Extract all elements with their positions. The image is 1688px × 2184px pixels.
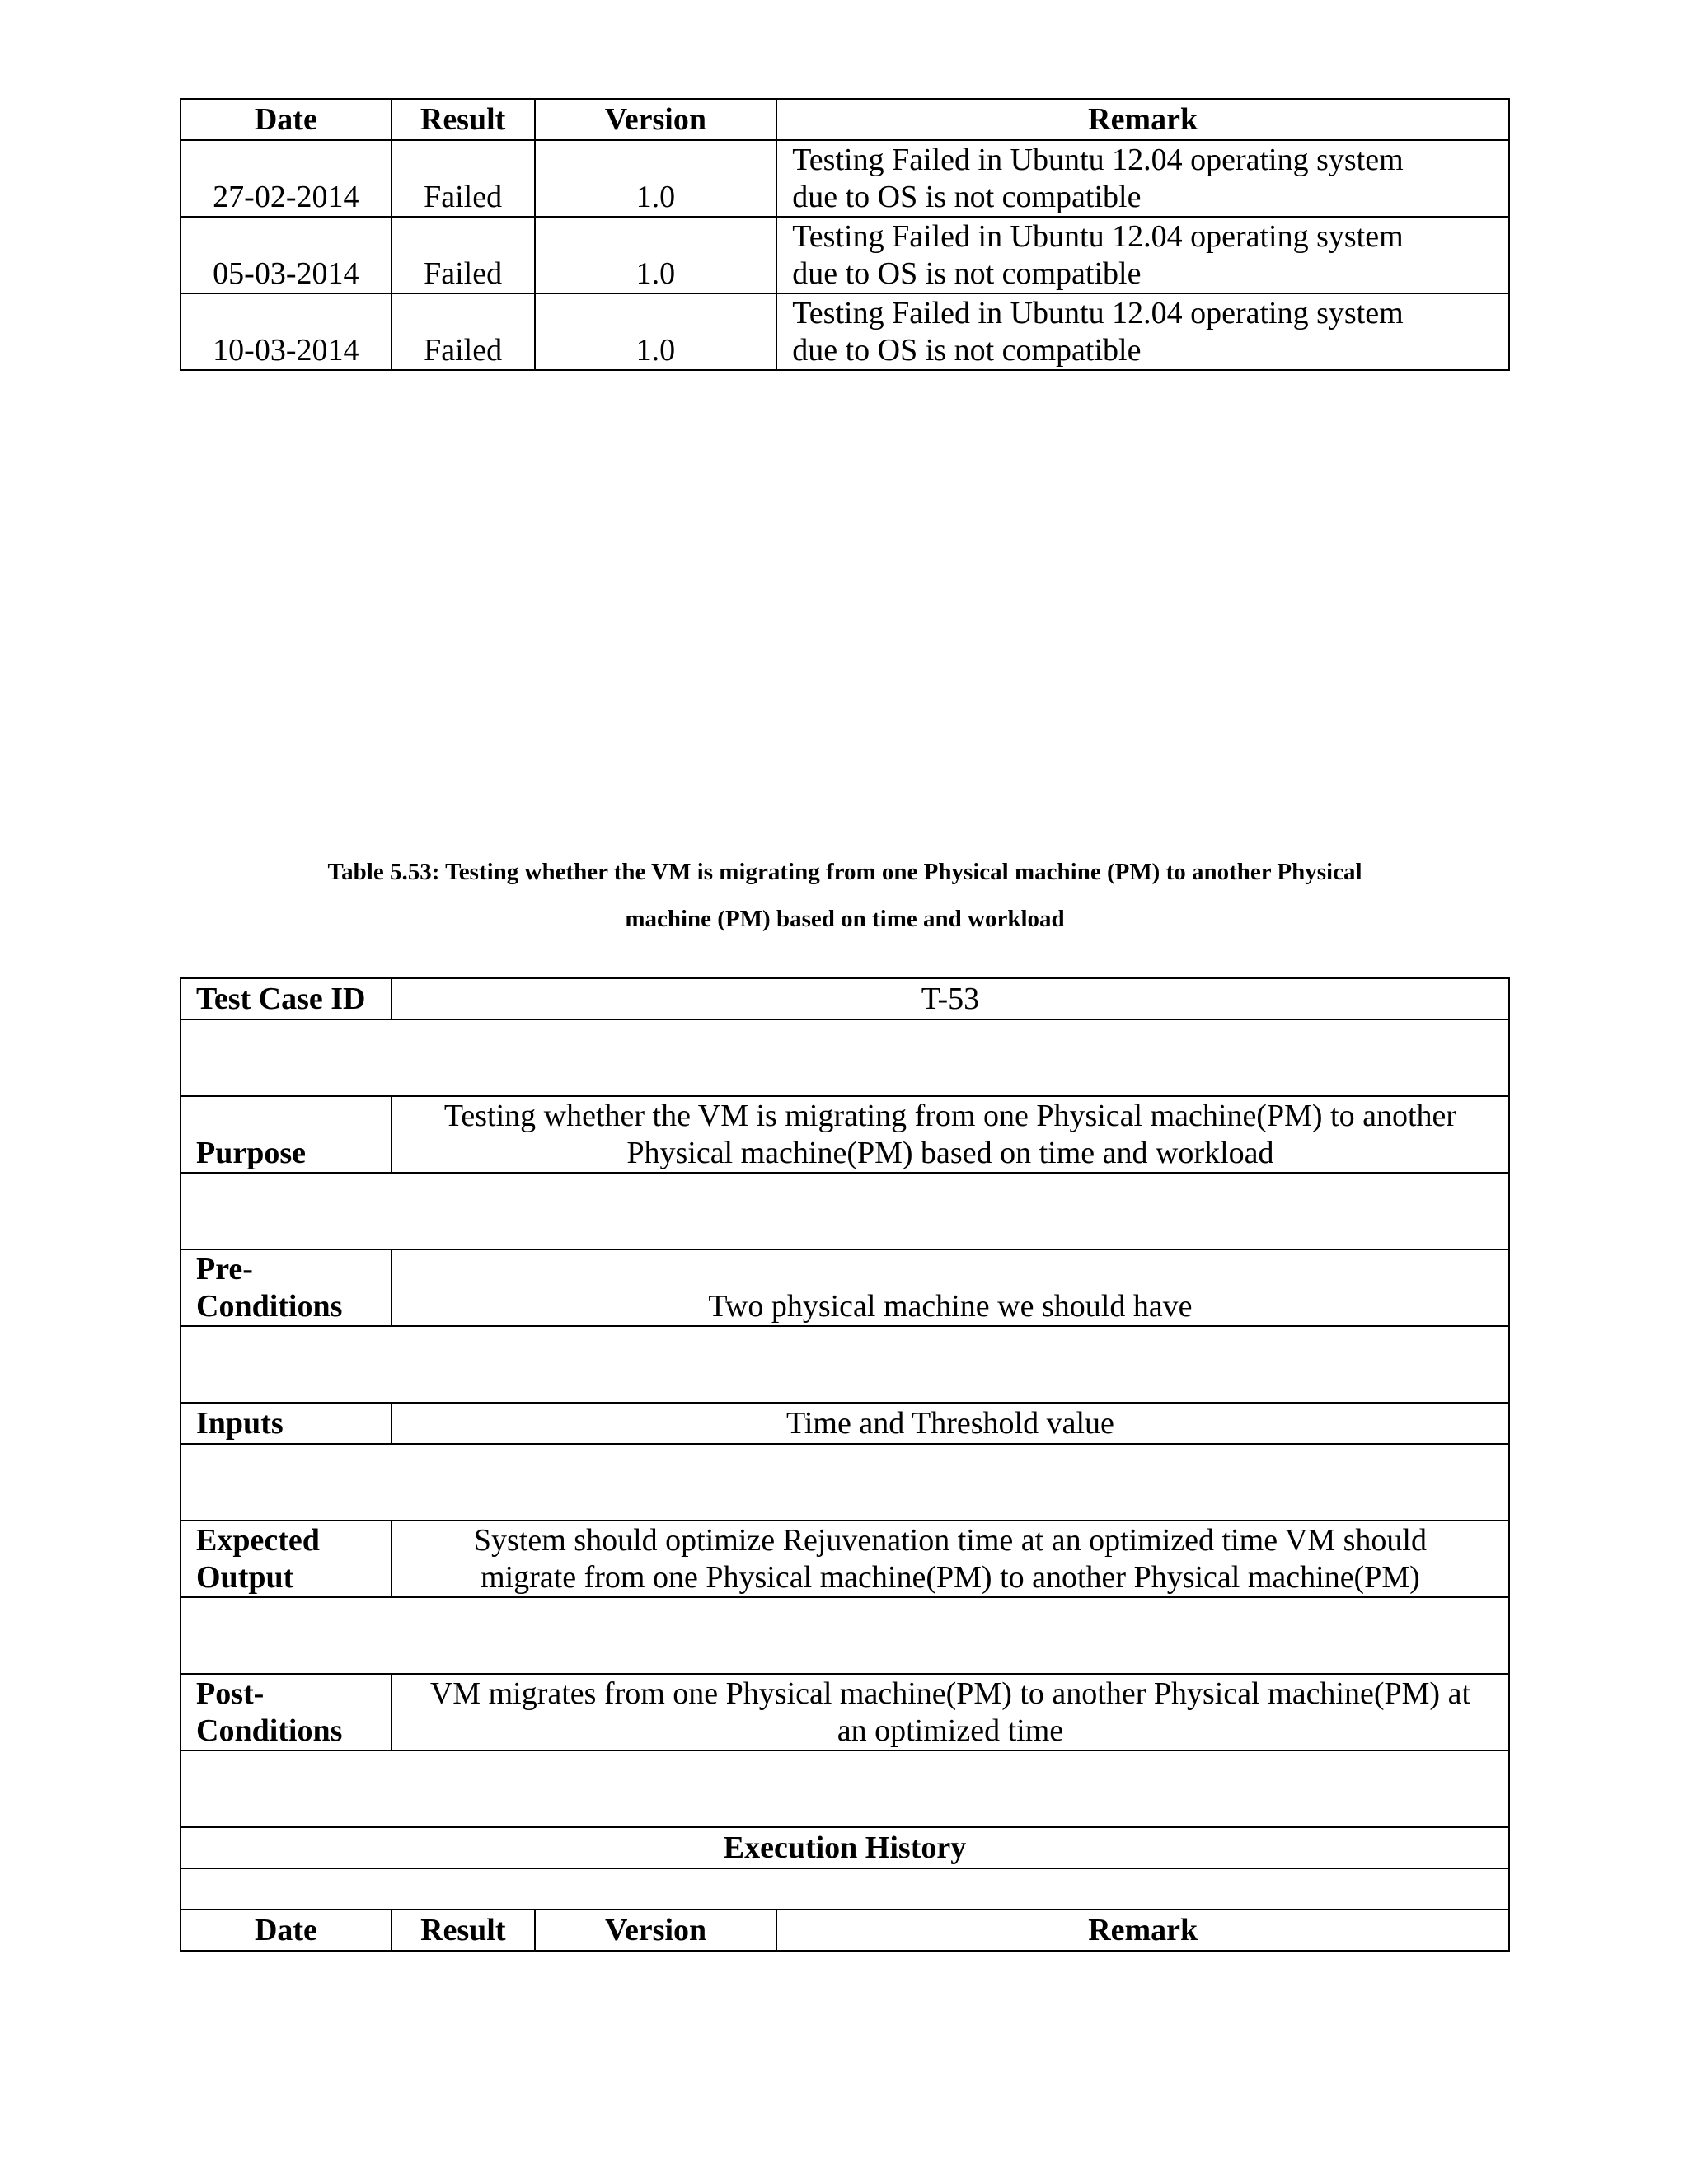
expected-output-row xyxy=(181,1521,1509,1597)
cell-result: Failed xyxy=(392,217,535,293)
header-result: Result xyxy=(392,1910,535,1951)
empty-cell xyxy=(181,1597,1509,1674)
empty-cell xyxy=(181,1326,1509,1403)
spacer-row xyxy=(181,1868,1509,1910)
post-line: VM migrates from one Physical machine(PM) to another Physical machine(PM) at xyxy=(429,1676,1471,1711)
post-line: an optimized time xyxy=(837,1713,1064,1748)
table-row xyxy=(181,293,1509,370)
expected-line: System should optimize Rejuvenation time at an optimized time VM should xyxy=(473,1523,1427,1558)
spacer-row xyxy=(181,1750,1509,1827)
cell-version: 1.0 xyxy=(535,217,777,293)
execution-history-heading: Execution History xyxy=(181,1827,1509,1868)
empty-cell xyxy=(181,1750,1509,1827)
remark-line: Testing Failed in Ubuntu 12.04 operating system xyxy=(792,296,1404,330)
remark-line: Testing Failed in Ubuntu 12.04 operating system xyxy=(792,219,1404,254)
cell-result: Failed xyxy=(392,293,535,370)
test-case-id-row xyxy=(181,978,1509,1019)
pre-conditions-label xyxy=(181,1249,392,1326)
label-line: Expected xyxy=(196,1523,320,1558)
cell-remark xyxy=(776,217,1509,293)
pre-conditions-row xyxy=(181,1249,1509,1326)
label-line: Output xyxy=(196,1560,294,1595)
table-row xyxy=(181,217,1509,293)
inputs-value: Time and Threshold value xyxy=(392,1403,1509,1444)
header-version: Version xyxy=(535,99,777,140)
table-caption xyxy=(180,849,1510,943)
table-header-row xyxy=(181,1910,1509,1951)
header-result: Result xyxy=(392,99,535,140)
purpose-value xyxy=(392,1096,1509,1173)
cell-date: 05-03-2014 xyxy=(181,217,392,293)
spacer-row xyxy=(181,1173,1509,1249)
post-conditions-value xyxy=(392,1674,1509,1750)
expected-output-label xyxy=(181,1521,392,1597)
remark-line: due to OS is not compatible xyxy=(792,256,1142,291)
cell-date: 10-03-2014 xyxy=(181,293,392,370)
spacer-row xyxy=(181,1019,1509,1096)
post-conditions-row xyxy=(181,1674,1509,1750)
spacer-row xyxy=(181,1326,1509,1403)
spacer-row xyxy=(181,1444,1509,1521)
inputs-row xyxy=(181,1403,1509,1444)
empty-cell xyxy=(181,1444,1509,1521)
empty-cell xyxy=(181,1173,1509,1249)
execution-history-table-top xyxy=(180,98,1510,371)
caption-line: Table 5.53: Testing whether the VM is migrating from one Physical machine (PM) to another Physical xyxy=(327,859,1362,885)
execution-history-row xyxy=(181,1827,1509,1868)
header-date: Date xyxy=(181,1910,392,1951)
spacer-row xyxy=(181,1597,1509,1674)
cell-date: 27-02-2014 xyxy=(181,140,392,217)
purpose-line: Physical machine(PM) based on time and workload xyxy=(626,1136,1274,1170)
cell-remark xyxy=(776,140,1509,217)
table-row xyxy=(181,140,1509,217)
test-case-id-label: Test Case ID xyxy=(181,978,392,1019)
label-line: Conditions xyxy=(196,1289,343,1324)
purpose-row xyxy=(181,1096,1509,1173)
inputs-label: Inputs xyxy=(181,1403,392,1444)
empty-cell xyxy=(181,1019,1509,1096)
label-line: Pre- xyxy=(196,1252,253,1286)
cell-version: 1.0 xyxy=(535,140,777,217)
purpose-label: Purpose xyxy=(181,1096,392,1173)
test-case-id-value: T-53 xyxy=(392,978,1509,1019)
cell-version: 1.0 xyxy=(535,293,777,370)
remark-line: Testing Failed in Ubuntu 12.04 operating system xyxy=(792,143,1404,177)
post-conditions-label xyxy=(181,1674,392,1750)
remark-line: due to OS is not compatible xyxy=(792,180,1142,214)
header-remark: Remark xyxy=(776,99,1509,140)
header-date: Date xyxy=(181,99,392,140)
expected-output-value xyxy=(392,1521,1509,1597)
header-remark: Remark xyxy=(776,1910,1509,1951)
label-line: Conditions xyxy=(196,1713,343,1748)
expected-line: migrate from one Physical machine(PM) to another Physical machine(PM) xyxy=(481,1560,1420,1595)
cell-remark xyxy=(776,293,1509,370)
purpose-line: Testing whether the VM is migrating from one Physical machine(PM) to another xyxy=(443,1099,1457,1133)
test-case-table xyxy=(180,977,1510,1952)
table-header-row xyxy=(181,99,1509,140)
remark-line: due to OS is not compatible xyxy=(792,333,1142,368)
empty-cell xyxy=(181,1868,1509,1910)
header-version: Version xyxy=(535,1910,777,1951)
caption-line: machine (PM) based on time and workload xyxy=(625,906,1065,932)
cell-result: Failed xyxy=(392,140,535,217)
pre-conditions-value: Two physical machine we should have xyxy=(392,1249,1509,1326)
label-line: Post- xyxy=(196,1676,265,1711)
